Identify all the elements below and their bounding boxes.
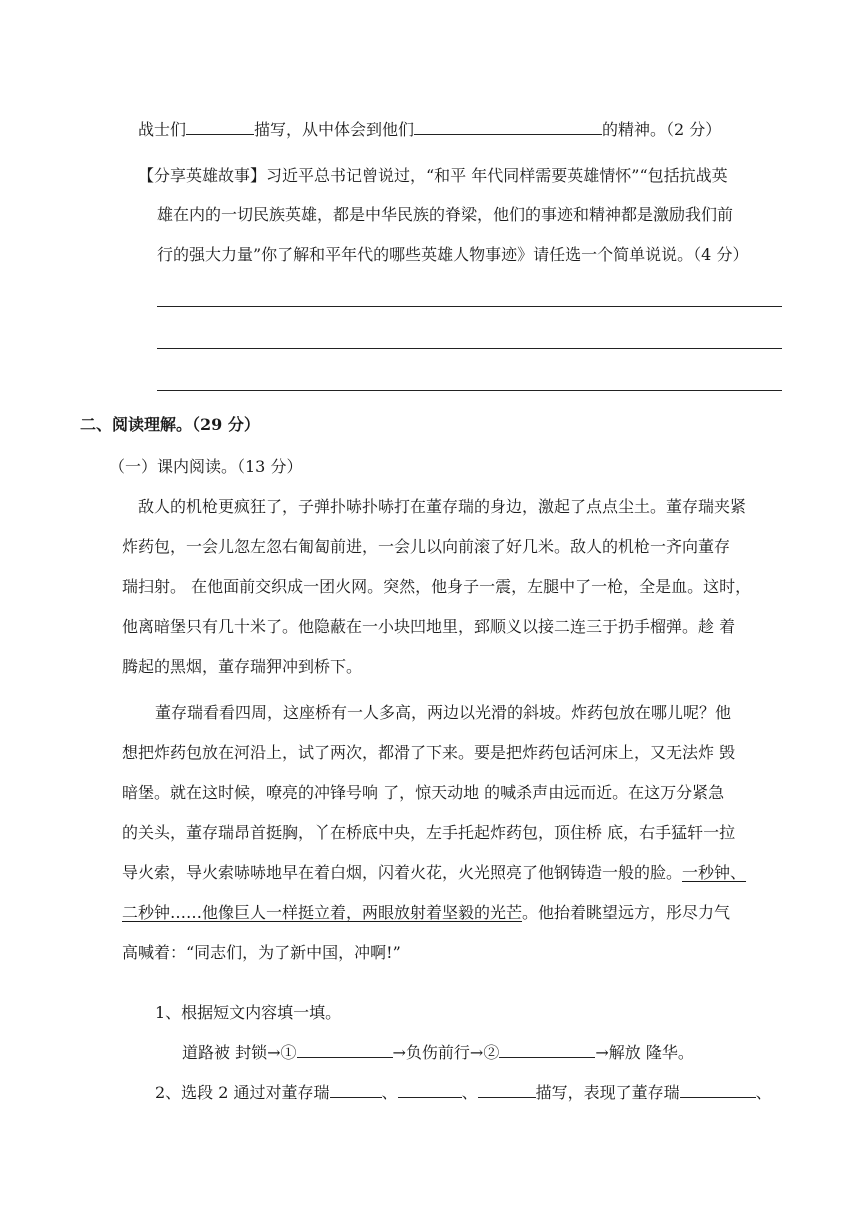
question-1-chain <box>182 1041 694 1065</box>
chain-text-2: →负伤前行→② <box>392 1043 500 1062</box>
answer-line-2[interactable] <box>157 348 782 349</box>
section-title: 二、阅读理解。（29 分） <box>80 415 260 434</box>
q2-text-5: 、 <box>755 1083 772 1102</box>
question-2 <box>155 1081 772 1105</box>
answer-line-3[interactable] <box>157 390 782 391</box>
passage-line: 瑞扫射。 在他面前交织成一团火网。突然，他身子一震，左腿中了一枪，全是血。这时， <box>122 577 752 596</box>
q2-text-2: 、 <box>381 1083 398 1102</box>
answer-blank-1[interactable] <box>186 120 254 135</box>
fill-text-1: 战士们 <box>138 120 187 139</box>
chain-text-1: 道路被 封锁→① <box>182 1043 297 1062</box>
passage-line: 炸药包，一会儿忽左忽右匍匐前进，一会儿以向前滚了好几米。敌人的机枪一齐向董存 <box>122 537 731 556</box>
passage-text: 。他抬着眺望远方，彤尽力气 <box>522 903 731 922</box>
underlined-sentence: 一秒钟、 <box>682 863 747 882</box>
passage-line: 想把炸药包放在河沿上，试了两次，都滑了下来。要是把炸药包话河床上，又无法炸 毁 <box>122 743 736 762</box>
q2-text-1: 2、选段 2 通过对董存瑞 <box>155 1083 330 1102</box>
passage-line: 暗堡。就在这时候，嘹亮的冲锋号响 了，惊天动地 的喊杀声由远而近。在这万分紧急 <box>122 783 725 802</box>
passage-line: 腾起的黑烟，董存瑞狎冲到桥下。 <box>122 657 363 676</box>
q2-text-4: 描写，表现了董存瑞 <box>535 1083 680 1102</box>
answer-blank-7[interactable] <box>478 1083 536 1098</box>
chain-text-3: →解放 隆华。 <box>595 1043 694 1062</box>
fill-question-line <box>138 118 721 142</box>
share-story-line-2: 雄在内的一切民族英雄，都是中华民族的脊梁，他们的事迹和精神都是激励我们前 <box>157 205 734 224</box>
answer-blank-8[interactable] <box>680 1083 756 1098</box>
subsection-title: （一）课内阅读。（13 分） <box>109 457 303 476</box>
q2-text-3: 、 <box>461 1083 478 1102</box>
share-story-line-1: 【分享英雄故事】习近平总书记曾说过，“和平 年代同样需要英雄情怀”“包括抗战英 <box>138 166 728 185</box>
passage-line: 敌人的机枪更疯狂了，子弹扑哧扑哧打在董存瑞的身边，激起了点点尘土。董存瑞夹紧 <box>138 497 747 516</box>
answer-blank-2[interactable] <box>414 120 602 135</box>
passage-line: 的关头，董存瑞昂首挺胸，丫在桥底中央，左手托起炸药包，顶住桥 底，右手猛轩一拉 <box>122 823 736 842</box>
share-story-line-3: 行的强大力量”你了解和平年代的哪些英雄人物事迹》请任选一个简单说说。（4 分） <box>157 245 749 264</box>
passage-line: 他离暗堡只有几十米了。他隐蔽在一小块凹地里，郅顺义以接二连三于扔手榴弹。趁 着 <box>122 617 736 636</box>
answer-blank-5[interactable] <box>330 1083 382 1098</box>
passage-line: 董存瑞看看四周，这座桥有一人多高，两边以光滑的斜坡。炸药包放在哪儿呢？他 <box>155 703 732 722</box>
fill-text-2: 描写，从中体会到他们 <box>254 120 415 139</box>
passage-line: 高喊着：“同志们，为了新中国，冲啊!” <box>122 943 401 962</box>
passage-line <box>122 901 730 925</box>
answer-blank-6[interactable] <box>398 1083 462 1098</box>
answer-blank-4[interactable] <box>499 1043 595 1058</box>
fill-text-3: 的精神。（2 分） <box>602 120 722 139</box>
passage-text: 导火索，导火索哧哧地早在着白烟，闪着火花，火光照亮了他钢铸造一般的脸。 <box>122 863 683 882</box>
underlined-sentence: 二秒钟……他像巨人一样挺立着，两眼放射着坚毅的光芒 <box>122 903 523 922</box>
answer-line-1[interactable] <box>157 306 782 307</box>
passage-line <box>122 861 746 885</box>
question-1: 1、根据短文内容填一填。 <box>155 1003 342 1022</box>
answer-blank-3[interactable] <box>297 1043 393 1058</box>
